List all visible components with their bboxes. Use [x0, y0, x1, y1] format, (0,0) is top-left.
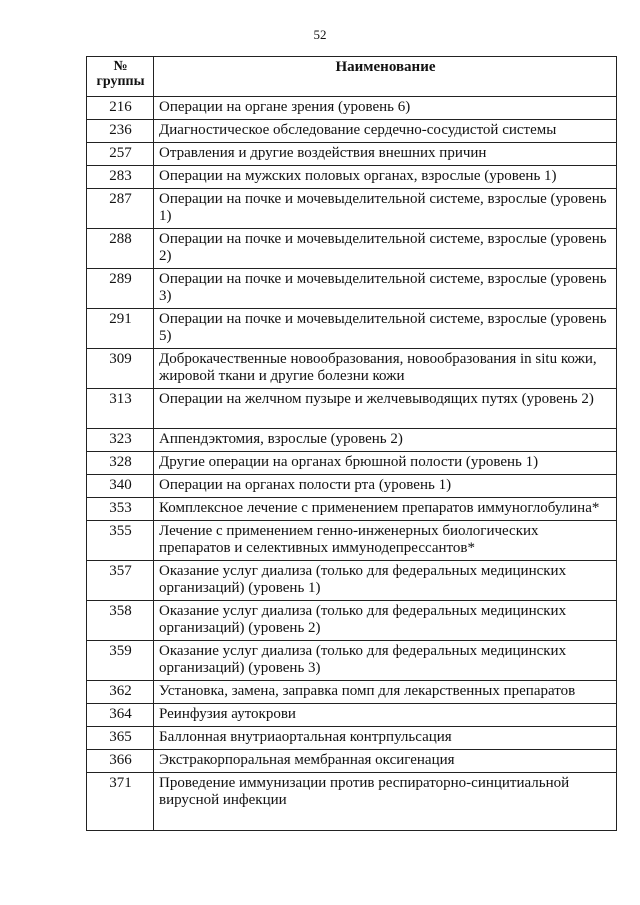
group-number-cell: 366	[87, 750, 154, 773]
header-name: Наименование	[154, 57, 617, 97]
group-number-cell: 236	[87, 120, 154, 143]
group-name-cell: Операции на органах полости рта (уровень 1)	[154, 475, 617, 498]
group-name-cell: Другие операции на органах брюшной полости (уровень 1)	[154, 452, 617, 475]
table-row	[87, 189, 617, 229]
group-number-cell: 323	[87, 429, 154, 452]
table-row	[87, 498, 617, 521]
table-header-row	[87, 57, 617, 97]
header-num-symbol: №	[113, 59, 128, 74]
table-row	[87, 475, 617, 498]
table-row	[87, 120, 617, 143]
group-number-cell: 357	[87, 561, 154, 601]
group-name-cell: Операции на желчном пузыре и желчевыводящих путях (уровень 2)	[154, 389, 617, 429]
table-row	[87, 704, 617, 727]
group-name-cell: Операции на почке и мочевыделительной системе, взрослые (уровень 1)	[154, 189, 617, 229]
group-name-cell: Операции на почке и мочевыделительной системе, взрослые (уровень 3)	[154, 269, 617, 309]
group-number-cell: 340	[87, 475, 154, 498]
table-row	[87, 641, 617, 681]
table-row	[87, 750, 617, 773]
group-number-cell: 216	[87, 97, 154, 120]
group-name-cell: Комплексное лечение с применением препаратов иммуноглобулина*	[154, 498, 617, 521]
header-num-label: группы	[96, 74, 145, 89]
group-name-cell: Операции на почке и мочевыделительной системе, взрослые (уровень 5)	[154, 309, 617, 349]
group-name-cell: Баллонная внутриаортальная контрпульсация	[154, 727, 617, 750]
table-row	[87, 269, 617, 309]
group-number-cell: 283	[87, 166, 154, 189]
group-name-cell: Экстракорпоральная мембранная оксигенация	[154, 750, 617, 773]
group-name-cell: Отравления и другие воздействия внешних причин	[154, 143, 617, 166]
group-number-cell: 309	[87, 349, 154, 389]
group-number-cell: 257	[87, 143, 154, 166]
group-name-cell: Операции на почке и мочевыделительной системе, взрослые (уровень 2)	[154, 229, 617, 269]
table-row	[87, 229, 617, 269]
group-number-cell: 358	[87, 601, 154, 641]
group-name-cell: Операции на мужских половых органах, взрослые (уровень 1)	[154, 166, 617, 189]
group-number-cell: 328	[87, 452, 154, 475]
table-row	[87, 452, 617, 475]
group-number-cell: 288	[87, 229, 154, 269]
group-number-cell: 289	[87, 269, 154, 309]
group-table	[86, 56, 617, 831]
group-number-cell: 362	[87, 681, 154, 704]
group-number-cell: 287	[87, 189, 154, 229]
page-number: 52	[313, 27, 327, 42]
table-row	[87, 429, 617, 452]
table-row	[87, 143, 617, 166]
group-name-cell: Аппендэктомия, взрослые (уровень 2)	[154, 429, 617, 452]
group-number-cell: 359	[87, 641, 154, 681]
group-number-cell: 313	[87, 389, 154, 429]
group-name-cell: Оказание услуг диализа (только для федеральных медицинских организаций) (уровень 2)	[154, 601, 617, 641]
table-row	[87, 389, 617, 429]
group-number-cell: 371	[87, 773, 154, 831]
group-name-cell: Диагностическое обследование сердечно-сосудистой системы	[154, 120, 617, 143]
group-name-cell: Операции на органе зрения (уровень 6)	[154, 97, 617, 120]
table-row	[87, 561, 617, 601]
group-name-cell: Оказание услуг диализа (только для федеральных медицинских организаций) (уровень 1)	[154, 561, 617, 601]
group-name-cell: Проведение иммунизации против респираторно-синцитиальной вирусной инфекции	[154, 773, 617, 831]
group-name-cell: Реинфузия аутокрови	[154, 704, 617, 727]
group-number-cell: 364	[87, 704, 154, 727]
group-number-cell: 353	[87, 498, 154, 521]
group-name-cell: Лечение с применением генно-инженерных биологических препаратов и селективных иммунодепрессантов*	[154, 521, 617, 561]
table-row	[87, 601, 617, 641]
group-number-cell: 365	[87, 727, 154, 750]
table-row	[87, 727, 617, 750]
group-name-cell: Доброкачественные новообразования, новообразования in situ кожи, жировой ткани и другие болезни кожи	[154, 349, 617, 389]
group-number-cell: 291	[87, 309, 154, 349]
table-row	[87, 773, 617, 831]
group-name-cell: Оказание услуг диализа (только для федеральных медицинских организаций) (уровень 3)	[154, 641, 617, 681]
table-row	[87, 349, 617, 389]
group-name-cell: Установка, замена, заправка помп для лекарственных препаратов	[154, 681, 617, 704]
group-number-cell: 355	[87, 521, 154, 561]
table-row	[87, 166, 617, 189]
table-row	[87, 681, 617, 704]
table-row	[87, 309, 617, 349]
table-row	[87, 521, 617, 561]
header-group-number	[87, 57, 154, 97]
table-row	[87, 97, 617, 120]
